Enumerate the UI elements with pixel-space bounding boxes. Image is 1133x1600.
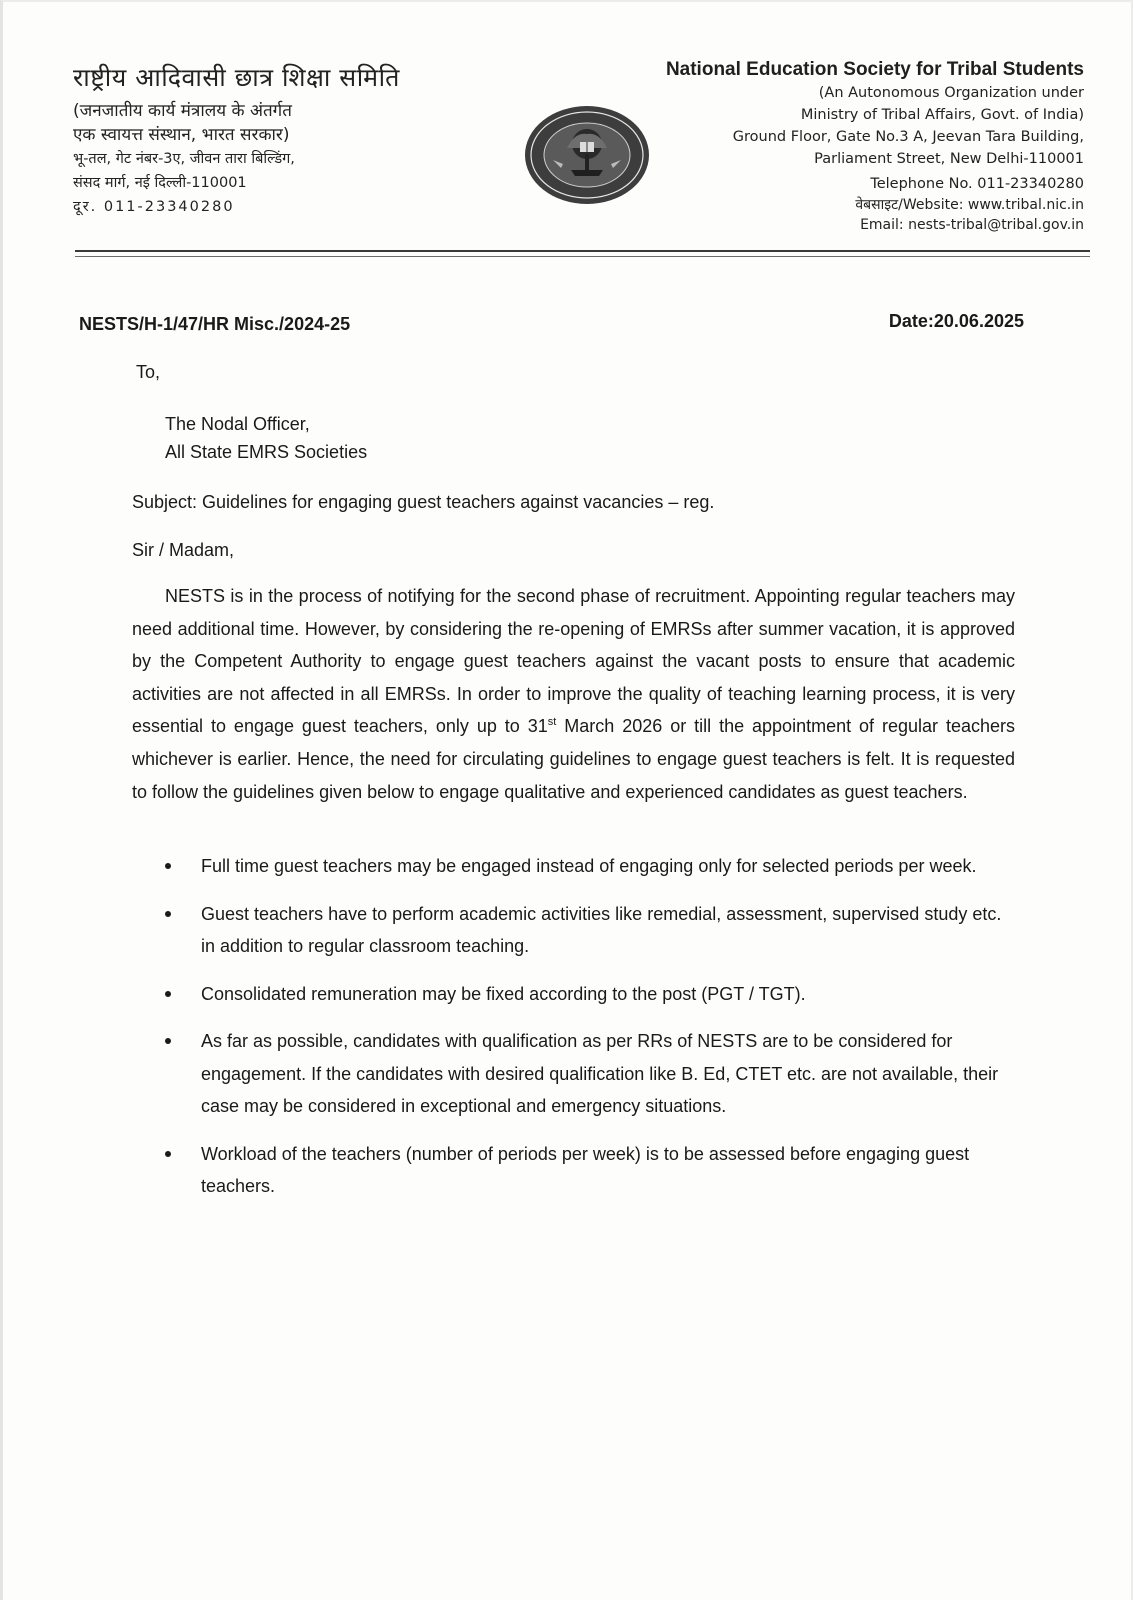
bullet-icon xyxy=(165,863,171,869)
bullet-icon xyxy=(165,991,171,997)
guideline-text: Consolidated remuneration may be fixed according to the post (PGT / TGT). xyxy=(201,983,806,1004)
website-line: वेबसाइट/Website: www.tribal.nic.in xyxy=(855,197,1084,213)
guideline-text: Full time guest teachers may be engaged instead of engaging only for selected periods per week. xyxy=(201,856,977,876)
telephone-line: Telephone No. 011-23340280 xyxy=(870,176,1084,192)
recipient-address xyxy=(165,410,367,466)
recipient-line-1: The Nodal Officer, xyxy=(165,414,310,434)
date-superscript: st xyxy=(547,716,557,729)
english-org-title: National Education Society for Tribal Students xyxy=(665,59,1084,80)
letterhead-divider xyxy=(75,250,1090,252)
body-paragraph xyxy=(132,580,1015,808)
guideline-text: As far as possible, candidates with qualification as per RRs of NESTS are to be considered for engagement. If the candidates with desired qualification like B. Ed, CTET etc. are not available, their case may be considered in exceptional and emergency situations. xyxy=(201,1031,999,1116)
hindi-phone-line: दूर. 011-23340280 xyxy=(73,199,235,215)
hindi-org-line-1: (जनजातीय कार्य मंत्रालय के अंतर्गत xyxy=(73,101,292,121)
email-line: Email: nests-tribal@tribal.gov.in xyxy=(860,217,1084,233)
guideline-text: Workload of the teachers (number of periods per week) is to be assessed before engaging guest teachers. xyxy=(201,1143,970,1196)
guideline-text: Guest teachers have to perform academic activities like remedial, assessment, supervised study etc. in addition to regular classroom teaching. xyxy=(201,903,1002,956)
hindi-address-line-1: भू-तल, गेट नंबर-3ए, जीवन तारा बिल्डिंग, xyxy=(73,151,295,167)
recipient-line-2: All State EMRS Societies xyxy=(165,442,368,462)
english-address-line-2: Parliament Street, New Delhi-110001 xyxy=(814,151,1084,167)
hindi-address-line-2: संसद मार्ग, नई दिल्ली-110001 xyxy=(73,175,247,191)
list-item xyxy=(163,978,1015,1011)
bullet-icon xyxy=(165,911,171,917)
reference-number: NESTS/H-1/47/HR Misc./2024-25 xyxy=(79,314,351,334)
bullet-icon xyxy=(165,1151,171,1157)
list-item xyxy=(163,850,1015,883)
english-letterhead xyxy=(564,58,1084,235)
list-item xyxy=(163,1025,1015,1123)
bullet-icon xyxy=(165,1038,171,1044)
english-org-line-2: Ministry of Tribal Affairs, Govt. of India) xyxy=(800,107,1084,123)
salutation: Sir / Madam, xyxy=(132,540,235,560)
guidelines-list xyxy=(163,850,1015,1218)
hindi-org-line-2: एक स्वायत्त संस्थान, भारत सरकार) xyxy=(73,125,290,145)
letter-date: Date:20.06.2025 xyxy=(888,311,1024,331)
letterhead-divider-thin xyxy=(75,256,1090,257)
list-item xyxy=(163,898,1015,963)
english-address-line-1: Ground Floor, Gate No.3 A, Jeevan Tara Building, xyxy=(732,129,1084,145)
subject-line: Subject: Guidelines for engaging guest teachers against vacancies – reg. xyxy=(132,492,715,512)
english-org-line-1: (An Autonomous Organization under xyxy=(818,85,1084,101)
paragraph-part-1: NESTS is in the process of notifying for the second phase of recruitment. Appointing regular teachers may need additional time. However, by considering the re-opening of EMRSs after summer vacation, it is approved by the Competent Authority to engage guest teachers against the vacant posts to ensure that academic activities are not affected in all EMRSs. In order to improve the quality of teaching learning process, it is very essential to engage guest teachers, only up to 31 xyxy=(132,586,1015,737)
hindi-org-title: राष्ट्रीय आदिवासी छात्र शिक्षा समिति xyxy=(73,63,400,92)
paragraph-part-2: March 2026 or till the appointment of regular teachers whichever is earlier. Hence, the need for circulating guidelines to engage guest teachers is felt. It is requested to follow the guidelines given below to engage qualitative and experienced candidates as guest teachers. xyxy=(132,716,1015,802)
to-line: To, xyxy=(136,362,161,382)
list-item xyxy=(163,1138,1015,1203)
